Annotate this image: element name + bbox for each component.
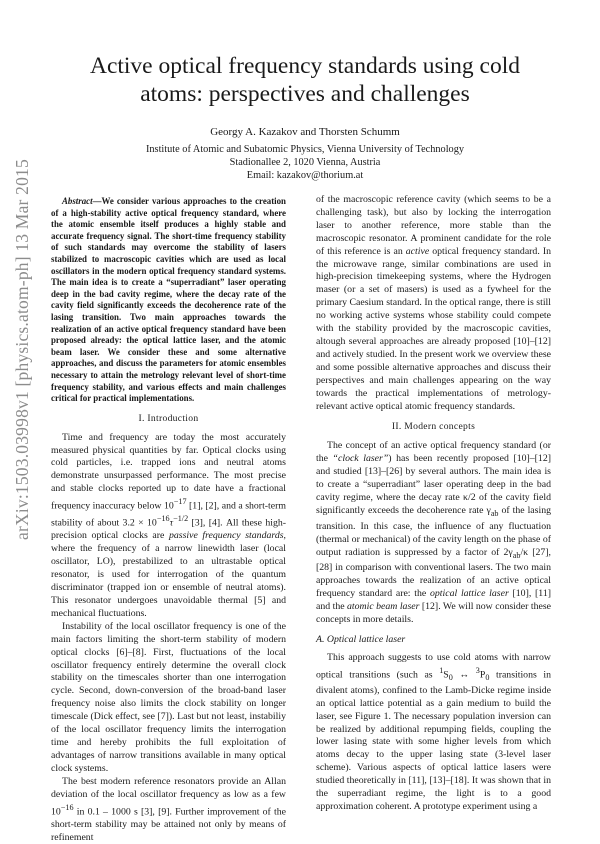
left-column	[51, 196, 286, 844]
subsection-heading-optical-lattice-laser: A. Optical lattice laser	[316, 633, 406, 645]
abstract	[51, 196, 286, 405]
intro-continuation: of the macroscopic reference cavity (which seems to be a challenging task), but also by locking the interrogation laser to another reference, more stable than the macroscopic resonator. A prominent candidate for the role of this reference is an active optical frequency standard. In the microwave range, similar combinations are used in high-precision timekeeping systems, where the Hydrogen maser (or a set of masers) is used as a fywheel for the primary Caesium standard. In the optical range, there is still no working active systems whose stability could compete with the stability provided by the macroscopic cavities, altough several approaches are already proposed [10]–[12] and actively studied. In the present work we overview these and some possible alternative approaches and discuss their perspectives and main challenges appearing on the way towards the practical implementations of metrology-relevant active optical atomic frequency standards.	[316, 194, 551, 412]
lattice-laser-paragraph: This approach suggests to use cold atoms with narrow optical transitions (such as $^1S_0$ ↔ $^3P_0$ transitions in divalent atoms), confined to the Lamb-Dicke regime inside an optical lattice potential as a gain medium to build the laser, see Figure 1. The necessary population inversion can be realized by additional repumping fields, coupling the lower lasing state with some higher levels from which atoms decay to the upper lasing state (3-level laser scheme). Various aspects of optical lattice lasers were studied theoretically in [11], [13]–[18]. It was shown that in the superradiant regime, the light is to a good approximation coherent. A prototype experiment using a	[316, 651, 551, 812]
abstract-text: —We consider various approaches to the creation of a high-stability active optical frequency standard, where the atomic ensemble itself produces a highly stable and accurate frequency signal. The short-time frequency stability of such standards may overcome the stability of lasers stabilized to macroscopic cavities which are used as local oscillators in the modern optical frequency standard systems. The main idea is to create a “superradiant” laser operating deep in the bad cavity regime, where the decay rate of the cavity field significantly exceeds the decoherence rate of the lasing transition. Two main approaches towards the realization of an active optical frequency standard have been proposed already: the optical lattice laser, and the atomic beam laser. We consider these and some alternative approaches, and discuss the parameters for atomic ensembles necessary to attain the metrology relevant level of short-time frequency stability, and various effects and main challenges critical for practical implementations.	[51, 196, 286, 404]
intro-paragraph-3: The best modern reference resonators provide an Allan deviation of the local oscillator frequency as low as a few $10^{-16}$ in 0.1 – 1000 s [3], [9]. Further improvement of the short-term stability may be attained not only by means of refinement	[51, 775, 286, 843]
author-email: Email: kazakov@thorium.at	[246, 170, 364, 181]
right-column	[316, 194, 551, 814]
author-names: Georgy A. Kazakov and Thorsten Schumm	[210, 126, 400, 138]
section-heading-modern-concepts: II. Modern concepts	[391, 421, 476, 433]
modern-concepts-paragraph: The concept of an active optical frequency standard (or the “clock laser”) has been recently proposed [10]–[12] and studied [13]–[26] by several authors. The main idea is to create a “superradiant” laser operating deep in the bad cavity regime, where the decay rate κ/2 of the cavity field significantly exceeds the decoherence rate $\gamma_{ab}$ of the lasing transition. In this case, the influence of any fluctuation (thermal or mechanical) of the cavity length on the phase of output radiation is suppressed by a factor of $2\gamma_{ab}/\kappa$ [27], [28] in comparison with conventional lasers. The two main approaches towards the realization of an active optical frequency standard are: the optical lattice laser [10], [11] and the atomic beam laser [12]. We will now consider these concepts in more details.	[316, 440, 551, 625]
author-affiliation: Institute of Atomic and Subatomic Physics, Vienna University of Technology	[145, 144, 465, 155]
abstract-lead: Abstract	[62, 196, 93, 206]
paper-title: Active optical frequency standards using cold atoms: perspectives and challenges	[89, 53, 521, 107]
author-block	[60, 126, 550, 182]
arxiv-identifier: arXiv:1503.03998v1 [physics.atom-ph] 13 Mar 2015	[12, 159, 32, 540]
section-heading-introduction: I. Introduction	[138, 412, 199, 424]
intro-paragraph-2: Instability of the local oscillator frequency is one of the main factors limiting the short-term stability of modern optical clocks [6]–[8]. First, fluctuations of the local oscillator frequency entirely determine the overall clock stability on the timescales shorter than one interrogation cycle. Second, down-conversion of the broad-band laser frequency noise also limits the clock stability on longer timescale (Dick effect, see [7]). Last but not least, instabiliy of the local oscillator frequency limits the interrogation time and hereby prohibits the full exploitation of advantages of narrow transitions available in many optical clock systems.	[51, 620, 286, 774]
intro-paragraph-1: Time and frequency are today the most accurately measured physical quantities by far. Optical clocks using cold particles, i.e. trapped ions and neutral atoms demonstrate unsurpassed performance. The most precise and stable clocks reported up to date have a fractional frequency inaccuracy below $10^{-17}$ [1], [2], and a short-term stability of about $3.2 \times 10^{-16}\tau^{-1/2}$ [3], [4]. All these high-precision optical clocks are passive frequency standards, where the frequency of a narrow linewidth laser (local oscillator, LO), prestabilized to an ultrastable optical resonator, is used for interrogation of the quantum discriminator (trapped ion or ensemble of neutral atoms). This resonator undergoes unavoidable thermal [5] and mechanical fluctuations.	[51, 431, 287, 619]
author-address: Stadionallee 2, 1020 Vienna, Austria	[229, 157, 381, 168]
